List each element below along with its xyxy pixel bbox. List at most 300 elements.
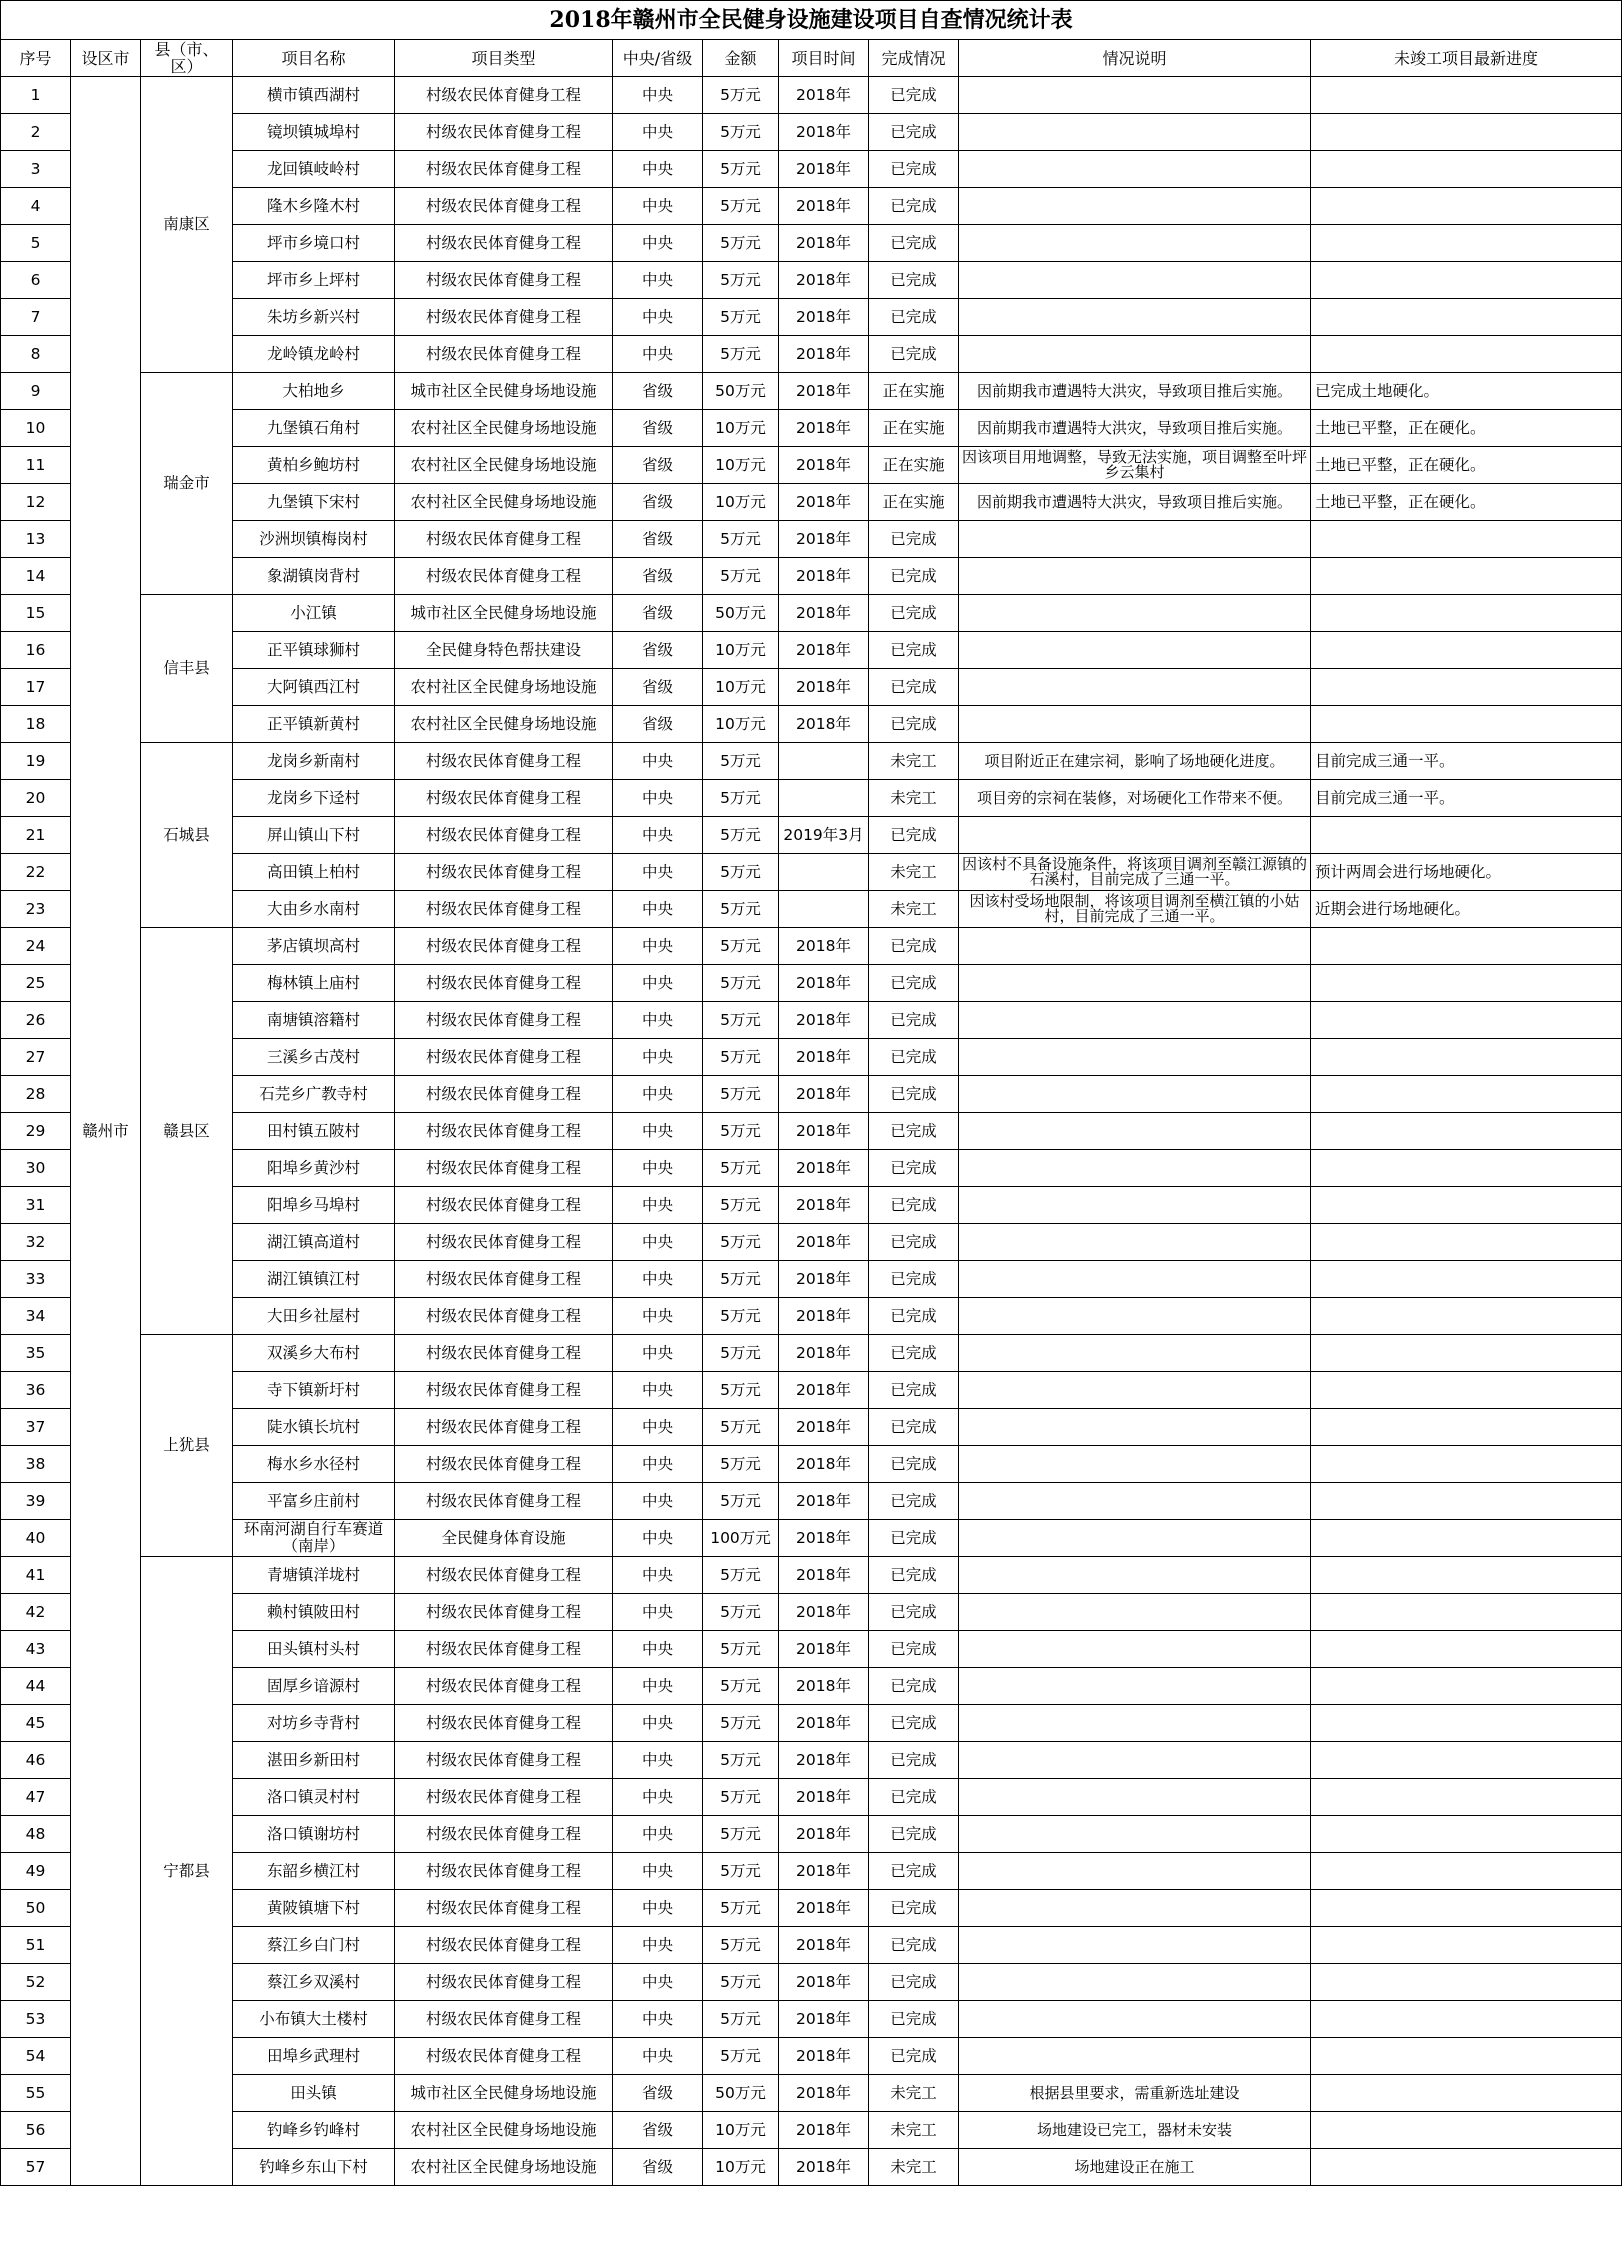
project-name: 田埠乡武理村 [233,2038,395,2075]
situation-description [959,1520,1311,1557]
row-number: 19 [1,743,71,780]
row-number: 52 [1,1964,71,2001]
situation-description [959,928,1311,965]
situation-description: 因前期我市遭遇特大洪灾，导致项目推后实施。 [959,373,1311,410]
situation-description [959,558,1311,595]
completion-status: 未完工 [869,780,959,817]
project-level: 中央 [613,1372,703,1409]
latest-progress [1311,225,1622,262]
project-time: 2018年 [779,336,869,373]
project-name: 沙洲坝镇梅岗村 [233,521,395,558]
latest-progress: 已完成土地硬化。 [1311,373,1622,410]
table-row [1,1002,1622,1039]
project-type: 城市社区全民健身场地设施 [395,595,613,632]
project-time: 2018年 [779,373,869,410]
project-amount: 5万元 [703,1113,779,1150]
row-number: 10 [1,410,71,447]
project-type: 城市社区全民健身场地设施 [395,373,613,410]
project-level: 省级 [613,484,703,521]
situation-description [959,1446,1311,1483]
project-level: 中央 [613,780,703,817]
project-amount: 10万元 [703,669,779,706]
project-amount: 50万元 [703,373,779,410]
table-row [1,1298,1622,1335]
row-number: 27 [1,1039,71,1076]
project-time: 2018年 [779,1557,869,1594]
project-type: 村级农民体育健身工程 [395,1224,613,1261]
table-row [1,965,1622,1002]
project-name: 湖江镇高道村 [233,1224,395,1261]
project-amount: 5万元 [703,743,779,780]
project-name: 钓峰乡东山下村 [233,2149,395,2186]
latest-progress [1311,262,1622,299]
table-row [1,2001,1622,2038]
project-type: 村级农民体育健身工程 [395,1779,613,1816]
row-number: 9 [1,373,71,410]
county-cell: 信丰县 [141,595,233,743]
completion-status: 已完成 [869,669,959,706]
header-amount: 金额 [703,40,779,77]
table-row [1,669,1622,706]
project-amount: 10万元 [703,447,779,484]
table-row [1,336,1622,373]
latest-progress [1311,2075,1622,2112]
latest-progress [1311,1076,1622,1113]
project-time: 2018年 [779,928,869,965]
project-amount: 5万元 [703,817,779,854]
table-row [1,891,1622,928]
project-amount: 5万元 [703,1927,779,1964]
completion-status: 已完成 [869,1742,959,1779]
situation-description [959,1335,1311,1372]
completion-status: 未完工 [869,743,959,780]
header-row [1,40,1622,77]
latest-progress: 目前完成三通一平。 [1311,743,1622,780]
completion-status: 已完成 [869,1002,959,1039]
project-type: 村级农民体育健身工程 [395,1890,613,1927]
completion-status: 已完成 [869,965,959,1002]
completion-status: 正在实施 [869,484,959,521]
project-time: 2018年 [779,1224,869,1261]
project-type: 农村社区全民健身场地设施 [395,484,613,521]
project-level: 中央 [613,1187,703,1224]
situation-description [959,1631,1311,1668]
project-level: 中央 [613,262,703,299]
project-type: 农村社区全民健身场地设施 [395,447,613,484]
project-type: 全民健身体育设施 [395,1520,613,1557]
project-time: 2018年 [779,484,869,521]
completion-status: 已完成 [869,706,959,743]
completion-status: 已完成 [869,1224,959,1261]
completion-status: 已完成 [869,1076,959,1113]
row-number: 18 [1,706,71,743]
project-time: 2018年 [779,2149,869,2186]
table-row [1,2038,1622,2075]
project-level: 中央 [613,1594,703,1631]
project-level: 中央 [613,928,703,965]
project-name: 青塘镇洋垅村 [233,1557,395,1594]
project-level: 中央 [613,1002,703,1039]
situation-description [959,114,1311,151]
project-level: 中央 [613,1779,703,1816]
situation-description: 因前期我市遭遇特大洪灾，导致项目推后实施。 [959,484,1311,521]
project-time: 2018年 [779,1483,869,1520]
completion-status: 正在实施 [869,447,959,484]
row-number: 29 [1,1113,71,1150]
latest-progress [1311,1409,1622,1446]
completion-status: 已完成 [869,1520,959,1557]
latest-progress [1311,1742,1622,1779]
project-level: 中央 [613,1631,703,1668]
row-number: 56 [1,2112,71,2149]
header-level: 中央/省级 [613,40,703,77]
table-row [1,2112,1622,2149]
table-row [1,1483,1622,1520]
project-amount: 5万元 [703,1631,779,1668]
project-type: 村级农民体育健身工程 [395,1742,613,1779]
situation-description [959,1076,1311,1113]
project-time [779,743,869,780]
situation-description [959,1409,1311,1446]
row-number: 57 [1,2149,71,2186]
row-number: 50 [1,1890,71,1927]
situation-description: 场地建设正在施工 [959,2149,1311,2186]
project-level: 中央 [613,1150,703,1187]
project-level: 中央 [613,188,703,225]
project-name: 正平镇球狮村 [233,632,395,669]
situation-description [959,1816,1311,1853]
table-row [1,1631,1622,1668]
latest-progress [1311,1631,1622,1668]
project-type: 村级农民体育健身工程 [395,558,613,595]
project-amount: 5万元 [703,151,779,188]
project-type: 村级农民体育健身工程 [395,1631,613,1668]
project-level: 中央 [613,1557,703,1594]
row-number: 55 [1,2075,71,2112]
table-body [1,77,1622,2186]
table-row [1,410,1622,447]
table-row [1,706,1622,743]
situation-description: 项目附近正在建宗祠，影响了场地硬化进度。 [959,743,1311,780]
row-number: 36 [1,1372,71,1409]
table-row [1,1964,1622,2001]
latest-progress [1311,521,1622,558]
table-row [1,262,1622,299]
table-row [1,1890,1622,1927]
project-level: 中央 [613,1742,703,1779]
row-number: 43 [1,1631,71,1668]
project-type: 村级农民体育健身工程 [395,114,613,151]
row-number: 42 [1,1594,71,1631]
situation-description [959,1964,1311,2001]
row-number: 38 [1,1446,71,1483]
latest-progress [1311,706,1622,743]
project-time: 2018年 [779,1113,869,1150]
project-type: 村级农民体育健身工程 [395,521,613,558]
completion-status: 已完成 [869,1557,959,1594]
project-level: 中央 [613,1853,703,1890]
project-amount: 5万元 [703,1446,779,1483]
latest-progress [1311,2001,1622,2038]
project-level: 省级 [613,2075,703,2112]
project-type: 村级农民体育健身工程 [395,1446,613,1483]
header-city: 设区市 [71,40,141,77]
latest-progress [1311,2038,1622,2075]
row-number: 28 [1,1076,71,1113]
project-name: 东韶乡横江村 [233,1853,395,1890]
row-number: 14 [1,558,71,595]
situation-description [959,77,1311,114]
situation-description [959,521,1311,558]
table-row [1,1853,1622,1890]
completion-status: 已完成 [869,1409,959,1446]
project-name: 镜坝镇城埠村 [233,114,395,151]
project-amount: 5万元 [703,1705,779,1742]
table-row [1,1594,1622,1631]
project-amount: 10万元 [703,484,779,521]
project-name: 象湖镇岗背村 [233,558,395,595]
project-name: 九堡镇下宋村 [233,484,395,521]
project-level: 中央 [613,1668,703,1705]
latest-progress [1311,1927,1622,1964]
project-amount: 5万元 [703,188,779,225]
project-time [779,854,869,891]
latest-progress [1311,2112,1622,2149]
project-type: 村级农民体育健身工程 [395,1853,613,1890]
project-time: 2018年 [779,2075,869,2112]
table-row [1,1446,1622,1483]
project-time: 2018年 [779,1816,869,1853]
table-row [1,780,1622,817]
county-cell: 南康区 [141,77,233,373]
latest-progress [1311,1557,1622,1594]
project-amount: 5万元 [703,1335,779,1372]
project-time: 2018年 [779,1853,869,1890]
project-name: 钓峰乡钓峰村 [233,2112,395,2149]
project-type: 村级农民体育健身工程 [395,188,613,225]
situation-description: 场地建设已完工，器材未安装 [959,2112,1311,2149]
header-status: 完成情况 [869,40,959,77]
project-level: 中央 [613,1816,703,1853]
latest-progress [1311,1964,1622,2001]
project-amount: 5万元 [703,1187,779,1224]
completion-status: 已完成 [869,595,959,632]
completion-status: 未完工 [869,891,959,928]
row-number: 49 [1,1853,71,1890]
project-time: 2018年 [779,1446,869,1483]
row-number: 48 [1,1816,71,1853]
completion-status: 未完工 [869,2075,959,2112]
completion-status: 已完成 [869,1853,959,1890]
table-row [1,817,1622,854]
project-time: 2018年 [779,1668,869,1705]
project-name: 小布镇大土楼村 [233,2001,395,2038]
county-cell: 赣县区 [141,928,233,1335]
situation-description [959,1557,1311,1594]
project-name: 田头镇村头村 [233,1631,395,1668]
situation-description: 因前期我市遭遇特大洪灾，导致项目推后实施。 [959,410,1311,447]
situation-description [959,1187,1311,1224]
project-time: 2018年 [779,1520,869,1557]
project-time: 2018年 [779,1594,869,1631]
project-time: 2018年 [779,1409,869,1446]
completion-status: 已完成 [869,188,959,225]
table-row [1,447,1622,484]
latest-progress [1311,1335,1622,1372]
table-row [1,2075,1622,2112]
project-level: 省级 [613,632,703,669]
project-level: 中央 [613,2001,703,2038]
situation-description [959,2038,1311,2075]
row-number: 11 [1,447,71,484]
project-type: 村级农民体育健身工程 [395,1705,613,1742]
project-name: 梅林镇上庙村 [233,965,395,1002]
project-amount: 5万元 [703,854,779,891]
row-number: 40 [1,1520,71,1557]
table-row [1,1520,1622,1557]
latest-progress [1311,299,1622,336]
project-level: 省级 [613,669,703,706]
completion-status: 已完成 [869,1113,959,1150]
latest-progress [1311,1816,1622,1853]
project-type: 村级农民体育健身工程 [395,928,613,965]
project-time: 2018年 [779,1372,869,1409]
project-amount: 5万元 [703,1261,779,1298]
project-name: 正平镇新黄村 [233,706,395,743]
project-time: 2018年 [779,1964,869,2001]
project-level: 省级 [613,2112,703,2149]
row-number: 13 [1,521,71,558]
project-type: 村级农民体育健身工程 [395,1076,613,1113]
situation-description [959,188,1311,225]
completion-status: 已完成 [869,1446,959,1483]
latest-progress [1311,2149,1622,2186]
header-time: 项目时间 [779,40,869,77]
project-type: 村级农民体育健身工程 [395,965,613,1002]
project-type: 村级农民体育健身工程 [395,1298,613,1335]
situation-description: 因该村受场地限制，将该项目调剂至横江镇的小姑村，目前完成了三通一平。 [959,891,1311,928]
latest-progress [1311,928,1622,965]
row-number: 31 [1,1187,71,1224]
project-amount: 10万元 [703,632,779,669]
project-type: 村级农民体育健身工程 [395,299,613,336]
table-row [1,188,1622,225]
completion-status: 已完成 [869,1779,959,1816]
completion-status: 已完成 [869,151,959,188]
project-level: 中央 [613,1446,703,1483]
project-type: 村级农民体育健身工程 [395,1557,613,1594]
project-amount: 5万元 [703,1594,779,1631]
project-level: 中央 [613,114,703,151]
table-row [1,1224,1622,1261]
project-time: 2018年 [779,1335,869,1372]
table-row [1,595,1622,632]
latest-progress [1311,669,1622,706]
project-type: 村级农民体育健身工程 [395,1483,613,1520]
completion-status: 已完成 [869,1372,959,1409]
project-amount: 5万元 [703,1409,779,1446]
project-name: 黄柏乡鲍坊村 [233,447,395,484]
project-level: 中央 [613,1964,703,2001]
completion-status: 已完成 [869,1927,959,1964]
latest-progress [1311,965,1622,1002]
project-name: 赖村镇陂田村 [233,1594,395,1631]
project-amount: 5万元 [703,1483,779,1520]
project-name: 南塘镇溶籍村 [233,1002,395,1039]
project-level: 中央 [613,1261,703,1298]
project-level: 中央 [613,965,703,1002]
project-time: 2018年 [779,262,869,299]
situation-description [959,1224,1311,1261]
project-name: 横市镇西湖村 [233,77,395,114]
latest-progress [1311,1113,1622,1150]
project-type: 村级农民体育健身工程 [395,780,613,817]
project-level: 中央 [613,1927,703,1964]
table-row [1,1409,1622,1446]
project-level: 中央 [613,151,703,188]
project-level: 中央 [613,1113,703,1150]
row-number: 41 [1,1557,71,1594]
row-number: 34 [1,1298,71,1335]
project-name: 对坊乡寺背村 [233,1705,395,1742]
project-level: 中央 [613,1890,703,1927]
table-row [1,114,1622,151]
table-row [1,1927,1622,1964]
situation-description [959,1853,1311,1890]
project-time: 2018年 [779,1890,869,1927]
project-name: 蔡江乡双溪村 [233,1964,395,2001]
title-row [1,1,1622,40]
latest-progress [1311,1446,1622,1483]
project-amount: 5万元 [703,114,779,151]
project-type: 村级农民体育健身工程 [395,225,613,262]
completion-status: 已完成 [869,1187,959,1224]
project-type: 村级农民体育健身工程 [395,151,613,188]
row-number: 17 [1,669,71,706]
situation-description [959,1668,1311,1705]
situation-description [959,336,1311,373]
table-row [1,2149,1622,2186]
latest-progress [1311,1187,1622,1224]
project-name: 田村镇五陂村 [233,1113,395,1150]
latest-progress [1311,1002,1622,1039]
project-name: 茅店镇坝高村 [233,928,395,965]
situation-description [959,1890,1311,1927]
completion-status: 已完成 [869,1594,959,1631]
project-name: 洛口镇谢坊村 [233,1816,395,1853]
project-amount: 5万元 [703,1668,779,1705]
row-number: 21 [1,817,71,854]
latest-progress [1311,632,1622,669]
project-name: 坪市乡上坪村 [233,262,395,299]
latest-progress [1311,1853,1622,1890]
row-number: 3 [1,151,71,188]
project-name: 湖江镇镇江村 [233,1261,395,1298]
row-number: 8 [1,336,71,373]
completion-status: 已完成 [869,77,959,114]
project-time: 2018年 [779,1002,869,1039]
project-type: 村级农民体育健身工程 [395,1816,613,1853]
project-level: 中央 [613,1076,703,1113]
project-amount: 5万元 [703,2001,779,2038]
project-type: 村级农民体育健身工程 [395,854,613,891]
latest-progress [1311,151,1622,188]
row-number: 23 [1,891,71,928]
project-amount: 5万元 [703,1779,779,1816]
project-level: 省级 [613,410,703,447]
latest-progress [1311,595,1622,632]
row-number: 15 [1,595,71,632]
